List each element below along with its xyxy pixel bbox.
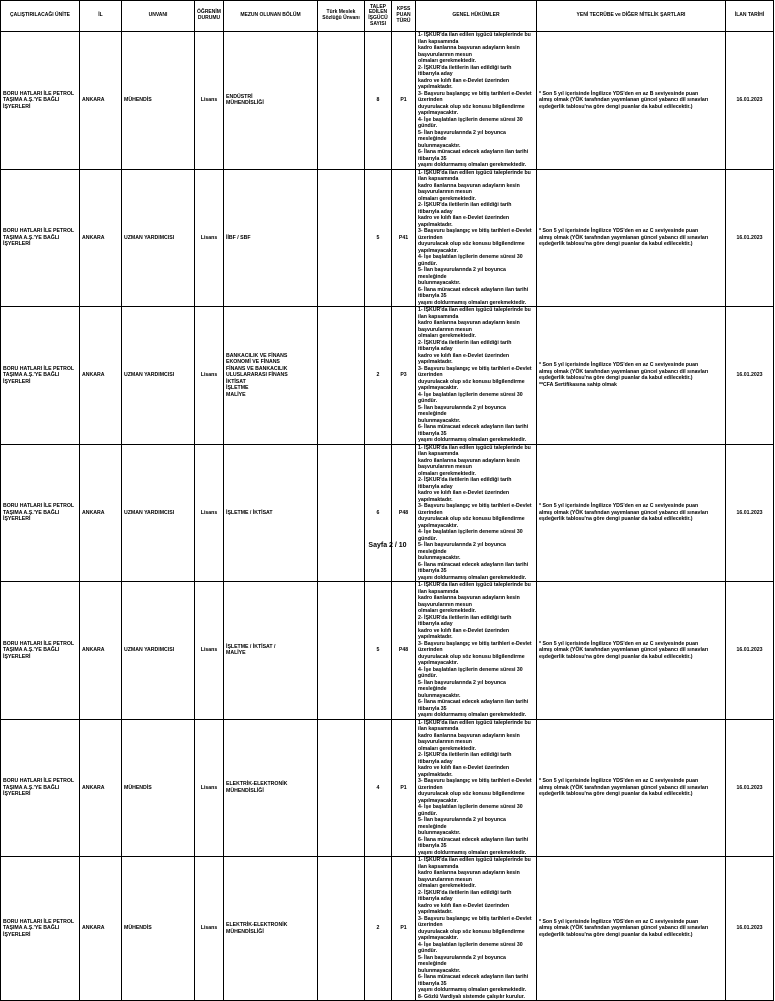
page-number: Sayfa 2 / 10 [368,542,407,549]
province-cell: ANKARA [80,32,122,170]
province-cell: ANKARA [80,719,122,857]
count-cell: 2 [365,857,392,1001]
rule-line: 1- İŞKUR'da ilan edilen işgücü taleplerinde bu ilan kapsamında [418,307,531,320]
province-cell: ANKARA [80,857,122,1001]
rule-line: kadro ve kılıfı ilan e-Devlet üzerinden yapılmaktadır. [418,902,510,915]
count-cell: 5 [365,169,392,307]
header-dictionary-title: Türk Meslek Sözlüğü Ünvanı [318,1,365,32]
count-cell: 6 [365,444,392,582]
rule-line: 2- İŞKUR'da iletilerin ilan edildiği tarih itibarıyla aday [418,752,512,765]
dictionary-title-cell [318,582,365,720]
requirement-line: almış olmak (YÖK tarafından yayımlanan güncel yabancı dil sınavları [539,647,709,653]
rule-line: 8- Gözlü Vardiyalı sistemde çalışılır kurulur. [418,993,525,1000]
general-rules-cell [416,444,537,582]
rule-line: 6- İlana müracaat edecek adayların ilan tarihi itibarıyla 35 [418,561,529,574]
count-cell: 2 [365,307,392,445]
requirement-line: almış olmak (YÖK tarafından yayımlanan güncel yabancı dil sınavları [539,784,709,791]
rule-line: 3- Başvuru başlangıç ve bitiş tarihleri e-Devlet üzerinden [418,915,532,928]
requirement-line: * Son 5 yıl içerisinde İngilizce YDS'den en az C seviyesinde puan [539,918,699,925]
education-cell: Lisans [195,582,224,720]
rule-line: 5- İlan başvurularında 2 yıl boyunca mesleğinde [418,129,506,142]
requirement-line: almış olmak (YÖK tarafından yayımlanan güncel yabancı dil sınavları [539,368,709,375]
score-type-cell: P1 [392,719,416,857]
header-education: ÖĞRENİM DURUMU [195,1,224,32]
department-line: İŞLETME / İKTİSAT [226,509,273,516]
department-line: MALİYE [226,650,246,657]
date-cell: 16.01.2023 [726,444,774,582]
dictionary-title-cell [318,444,365,582]
table-row [1,169,774,307]
rule-line: olmaları gerekmektedir. [418,58,476,64]
department-line: ELEKTRİK-ELEKTRONİK [226,781,288,788]
requirement-line: almış olmak (YÖK tarafından yayımlanan güncel yabancı dil sınavları [539,509,709,516]
unit-cell: BORU HATLARI İLE PETROL TAŞIMA A.Ş.'YE BAĞLI İŞYERLERİ [1,307,80,445]
rule-line: kadro ve kılıfı ilan e-Devlet üzerinden yapılmaktadır. [418,627,510,640]
rule-line: 1- İŞKUR'da ilan edilen işgücü taleplerinde bu ilan kapsamında [418,32,531,45]
requirement-line: eşdeğerlik tablosu'na göre dengi puanlar da kabul edilecektir.) [539,375,693,382]
rule-line: 4- İşe başlatılan işçilerin deneme süresi 30 gündür. [418,391,523,404]
education-cell: Lisans [195,169,224,307]
unit-cell: BORU HATLARI İLE PETROL TAŞIMA A.Ş.'YE BAĞLI İŞYERLERİ [1,32,80,170]
rule-line: bulunmayacaktır. [418,967,461,974]
department-line: EKONOMİ VE FİNANS [226,359,280,365]
score-type-cell: P3 [392,307,416,445]
rule-line: 5- İlan başvurularında 2 yıl boyunca mesleğinde [418,267,506,280]
rule-line: 4- İşe başlatılan işçilerin deneme süresi 30 gündür. [418,804,523,817]
rule-line: olmaları gerekmektedir. [418,195,476,202]
requirement-line: * Son 5 yıl içerisinde İngilizce YDS'den en az C seviyesinde puan [539,778,699,784]
education-cell: Lisans [195,444,224,582]
unit-cell: BORU HATLARI İLE PETROL TAŞIMA A.Ş.'YE BAĞLI İŞYERLERİ [1,169,80,307]
department-line: İŞLETME / İKTİSAT / [226,643,276,650]
rule-line: duyurulacak olup söz konusu bilgilendirme yapılmayacaktır. [418,791,525,804]
unit-cell: BORU HATLARI İLE PETROL TAŞIMA A.Ş.'YE BAĞLI İŞYERLERİ [1,857,80,1001]
province-cell: ANKARA [80,582,122,720]
rule-line: yaşını doldurmamış olmaları gerekmektedir. [418,437,527,443]
rule-line: 5- İlan başvurularında 2 yıl boyunca mesleğinde [418,954,506,967]
title-cell: UZMAN YARDIMCISI [122,169,195,307]
rule-line: olmaları gerekmektedir. [418,745,476,752]
rule-line: 4- İşe başlatılan işçilerin deneme süresi 30 gündür. [418,666,523,679]
dictionary-title-cell [318,307,365,445]
experience-cell [537,307,726,445]
rule-line: 1- İŞKUR'da ilan edilen işgücü taleplerinde bu ilan kapsamında [418,719,531,732]
title-cell: UZMAN YARDIMCISI [122,444,195,582]
title-cell: UZMAN YARDIMCISI [122,307,195,445]
rule-line: 6- İlana müracaat edecek adayların ilan tarihi itibarıyla 35 [418,836,529,849]
department-line: ENDÜSTRİ [226,93,253,100]
department-line: ULUSLARARASI FİNANS [226,372,288,378]
header-department: MEZUN OLUNAN BÖLÜM [224,1,318,32]
requirement-line: eşdeğerlik tablosu'na göre dengi puanlar da kabul edilecektir.) [539,516,693,522]
requirement-line: * Son 5 yıl içerisinde İngilizce YDS'den en az C seviyesinde puan [539,640,699,647]
rule-line: bulunmayacaktır. [418,692,461,699]
department-line: MÜHENDİSLİĞİ [226,787,264,794]
header-unit: ÇALIŞTIRILACAĞI ÜNİTE [1,1,80,32]
rule-line: duyurulacak olup söz konusu bilgilendirme yapılmayacaktır. [418,103,525,116]
table-row [1,32,774,170]
date-cell: 16.01.2023 [726,857,774,1001]
rule-line: 6- İlana müracaat edecek adayların ilan tarihi itibarıyla 35 [418,424,529,437]
rule-line: duyurulacak olup söz konusu bilgilendirme yapılmayacaktır. [418,241,525,254]
rule-line: olmaları gerekmektedir. [418,608,476,614]
requirement-line: **CFA Sertifikasına sahip olmak [539,381,617,388]
rule-line: duyurulacak olup söz konusu bilgilendirme yapılmayacaktır. [418,653,525,666]
requirement-line: eşdeğerlik tablosu'na göre dengi puanlar da kabul edilecektir.) [539,241,693,247]
rule-line: 2- İŞKUR'da iletilerin ilan edildiği tarih itibarıyla aday [418,614,512,627]
requirement-line: almış olmak (YÖK tarafından yayımlanan güncel yabancı dil sınavları [539,97,709,103]
count-cell: 4 [365,719,392,857]
rule-line: 3- Başvuru başlangıç ve bitiş tarihleri e-Devlet üzerinden [418,503,532,516]
date-cell: 16.01.2023 [726,719,774,857]
education-cell: Lisans [195,719,224,857]
rule-line: 4- İşe başlatılan işçilerin deneme süresi 30 gündür. [418,529,523,542]
general-rules-cell [416,582,537,720]
rule-line: 2- İŞKUR'da iletilerin ilan edildiği tarih itibarıyla aday [418,202,512,215]
province-cell: ANKARA [80,444,122,582]
department-line: ELEKTRİK-ELEKTRONİK [226,922,288,928]
rule-line: bulunmayacaktır. [418,280,461,286]
rule-line: olmaları gerekmektedir. [418,883,476,889]
rule-line: kadro ve kılıfı ilan e-Devlet üzerinden yapılmaktadır. [418,215,510,228]
general-rules-cell [416,719,537,857]
rule-line: kadro ilanlarına başvuran adayların kesin başvurularının mesun [418,182,520,195]
rule-line: 1- İŞKUR'da ilan edilen işgücü taleplerinde bu ilan kapsamında [418,582,531,595]
department-cell [224,307,318,445]
rule-line: kadro ilanlarına başvuran adayların kesin başvurularının mesun [418,320,520,333]
department-cell [224,169,318,307]
rule-line: kadro ve kılıfı ilan e-Devlet üzerinden yapılmaktadır. [418,352,510,365]
department-line: BANKACILIK VE FİNANS [226,352,288,359]
rule-line: 5- İlan başvurularında 2 yıl boyunca mesleğinde [418,817,506,830]
requirement-line: eşdeğerlik tablosu'na göre dengi puanlar da kabul edilecektir.) [539,653,693,660]
general-rules-cell [416,307,537,445]
table-row [1,582,774,720]
rule-line: 2- İŞKUR'da iletilerin ilan edildiği tarih itibarıyla aday [418,889,512,902]
rule-line: 5- İlan başvurularında 2 yıl boyunca mesleğinde [418,679,506,692]
rule-line: 3- Başvuru başlangıç ve bitiş tarihleri e-Devlet üzerinden [418,90,532,103]
rule-line: 5- İlan başvurularında 2 yıl boyunca mesleğinde [418,404,506,417]
rule-line: yaşını doldurmamış olmaları gerekmektedir. [418,849,527,856]
unit-cell: BORU HATLARI İLE PETROL TAŞIMA A.Ş.'YE BAĞLI İŞYERLERİ [1,719,80,857]
header-title: UNVANI [122,1,195,32]
score-type-cell: P41 [392,169,416,307]
unit-cell: BORU HATLARI İLE PETROL TAŞIMA A.Ş.'YE BAĞLI İŞYERLERİ [1,582,80,720]
rule-line: kadro ilanlarına başvuran adayların kesin başvurularının mesun [418,732,520,745]
header-row [1,1,774,32]
header-experience: YENİ TECRÜBE ve DİĞER NİTELİK ŞARTLARI [537,1,726,32]
rule-line: kadro ve kılıfı ilan e-Devlet üzerinden yapılmaktadır. [418,765,510,778]
count-cell: 5 [365,582,392,720]
rule-line: 3- Başvuru başlangıç ve bitiş tarihleri e-Devlet üzerinden [418,778,532,791]
rule-line: yaşını doldurmamış olmaları gerekmektedir. [418,712,527,718]
rule-line: kadro ilanlarına başvuran adayların kesin başvurularının mesun [418,595,520,608]
header-score-type: KPSS PUAN TÜRÜ [392,1,416,32]
rule-line: olmaları gerekmektedir. [418,470,476,477]
province-cell: ANKARA [80,307,122,445]
department-line: İKTİSAT [226,378,246,385]
title-cell: MÜHENDİS [122,857,195,1001]
header-general-rules: GENEL HÜKÜMLER [416,1,537,32]
education-cell: Lisans [195,32,224,170]
table-body [1,32,774,1001]
rule-line: 6- İlana müracaat edecek adayların ilan tarihi itibarıyla 35 [418,699,529,712]
score-type-cell: P48 [392,444,416,582]
count-cell: 8 [365,32,392,170]
rule-line: 6- İlana müracaat edecek adayların ilan tarihi itibarıyla 35 [418,286,529,299]
date-cell: 16.01.2023 [726,582,774,720]
rule-line: 2- İŞKUR'da iletilerin ilan edildiği tarih itibarıyla aday [418,64,512,77]
department-line: İŞLETME [226,385,249,391]
rule-line: 1- İŞKUR'da ilan edilen işgücü taleplerinde bu ilan kapsamında [418,169,531,182]
rule-line: 5- İlan başvurularında 2 yıl boyunca mesleğinde [418,542,506,555]
experience-cell [537,32,726,170]
header-count: TALEP EDİLEN İŞGÜCÜ SAYISI [365,1,392,32]
rule-line: kadro ve kılıfı ilan e-Devlet üzerinden yapılmaktadır. [418,77,510,90]
rule-line: kadro ilanlarına başvuran adayların kesin başvurularının mesun [418,45,520,58]
department-cell [224,582,318,720]
rule-line: 3- Başvuru başlangıç ve bitiş tarihleri e-Devlet üzerinden [418,365,532,378]
experience-cell [537,857,726,1001]
requirement-line: almış olmak (YÖK tarafından yayımlanan güncel yabancı dil sınavları [539,925,709,932]
table-row [1,719,774,857]
dictionary-title-cell [318,719,365,857]
experience-cell [537,582,726,720]
requirement-line: * Son 5 yıl içerisinde İngilizce YDS'den en az B seviyesinde puan [539,90,699,97]
title-cell: MÜHENDİS [122,719,195,857]
rule-line: yaşını doldurmamış olmaları gerekmektedir. [418,299,527,306]
rule-line: 2- İŞKUR'da iletilerin ilan edildiği tarih itibarıyla aday [418,477,512,490]
department-cell [224,444,318,582]
department-cell [224,857,318,1001]
dictionary-title-cell [318,169,365,307]
requirement-line: eşdeğerlik tablosu'na göre dengi puanlar da kabul edilecektir.) [539,931,693,938]
rule-line: bulunmayacaktır. [418,830,461,836]
score-type-cell: P1 [392,857,416,1001]
rule-line: yaşını doldurmamış olmaları gerekmektedir. [418,574,527,581]
dictionary-title-cell [318,32,365,170]
department-line: İİBF / SBF [226,234,251,241]
rule-line: 4- İşe başlatılan işçilerin deneme süresi 30 gündür. [418,254,523,267]
general-rules-cell [416,169,537,307]
rule-line: 4- İşe başlatılan işçilerin deneme süresi 30 gündür. [418,116,523,129]
table-row [1,857,774,1001]
rule-line: 3- Başvuru başlangıç ve bitiş tarihleri e-Devlet üzerinden [418,228,532,241]
rule-line: kadro ilanlarına başvuran adayların kesin başvurularının mesun [418,457,520,470]
date-cell: 16.01.2023 [726,32,774,170]
rule-line: duyurulacak olup söz konusu bilgilendirme yapılmayacaktır. [418,516,525,529]
rule-line: bulunmayacaktır. [418,417,461,424]
general-rules-cell [416,857,537,1001]
education-cell: Lisans [195,857,224,1001]
requirement-line: * Son 5 yıl içerisinde İngilizce YDS'den en az C seviyesinde puan [539,362,699,369]
education-cell: Lisans [195,307,224,445]
rule-line: 1- İŞKUR'da ilan edilen işgücü taleplerinde bu ilan kapsamında [418,444,531,457]
requirement-line: almış olmak (YÖK tarafından yayımlanan güncel yabancı dil sınavları [539,234,709,241]
general-rules-cell [416,32,537,170]
table-row [1,444,774,582]
rule-line: 6- İlana müracaat edecek adayların ilan tarihi itibarıyla 35 [418,149,529,162]
department-cell [224,719,318,857]
rule-line: olmaları gerekmektedir. [418,333,476,339]
title-cell: MÜHENDİS [122,32,195,170]
dictionary-title-cell [318,857,365,1001]
rule-line: duyurulacak olup söz konusu bilgilendirme yapılmayacaktır. [418,928,525,941]
department-cell [224,32,318,170]
rule-line: kadro ilanlarına başvuran adayların kesin başvurularının mesun [418,870,520,883]
requirement-line: * Son 5 yıl içerisinde İngilizce YDS'den en az C seviyesinde puan [539,503,699,509]
rule-line: 6- İlana müracaat edecek adayların ilan tarihi itibarıyla 35 [418,974,529,987]
header-date: İLAN TARİHİ [726,1,774,32]
header-province: İL [80,1,122,32]
rule-line: 2- İŞKUR'da iletilerin ilan edildiği tarih itibarıyla aday [418,339,512,352]
rule-line: 4- İşe başlatılan işçilerin deneme süresi 30 gündür. [418,941,523,954]
requirement-line: eşdeğerlik tablosu'na göre dengi puanlar da kabul edilecektir.) [539,103,693,110]
rule-line: duyurulacak olup söz konusu bilgilendirme yapılmayacaktır. [418,378,525,391]
department-line: MALİYE [226,391,246,398]
department-line: FİNANS VE BANKACILIK [226,365,288,372]
requirement-line: eşdeğerlik tablosu'na göre dengi puanlar da kabul edilecektir.) [539,791,693,797]
rule-line: 3- Başvuru başlangıç ve bitiş tarihleri e-Devlet üzerinden [418,640,532,653]
date-cell: 16.01.2023 [726,307,774,445]
rule-line: bulunmayacaktır. [418,555,461,561]
score-type-cell: P1 [392,32,416,170]
department-line: MÜHENDİSLİĞİ [226,928,264,935]
date-cell: 16.01.2023 [726,169,774,307]
requirement-line: * Son 5 yıl içerisinde İngilizce YDS'den en az C seviyesinde puan [539,228,699,234]
experience-cell [537,169,726,307]
rule-line: kadro ve kılıfı ilan e-Devlet üzerinden yapılmaktadır. [418,490,510,503]
rule-line: bulunmayacaktır. [418,142,461,149]
rule-line: 1- İŞKUR'da ilan edilen işgücü taleplerinde bu ilan kapsamında [418,857,531,870]
score-type-cell: P48 [392,582,416,720]
table-row [1,307,774,445]
experience-cell [537,719,726,857]
unit-cell: BORU HATLARI İLE PETROL TAŞIMA A.Ş.'YE BAĞLI İŞYERLERİ [1,444,80,582]
title-cell: UZMAN YARDIMCISI [122,582,195,720]
department-line: MÜHENDİSLİĞİ [226,100,264,107]
rule-line: yaşını doldurmamış olmaları gerekmektedir. [418,162,527,168]
rule-line: yaşını doldurmamış olmaları gerekmektedir. [418,987,527,993]
province-cell: ANKARA [80,169,122,307]
experience-cell [537,444,726,582]
